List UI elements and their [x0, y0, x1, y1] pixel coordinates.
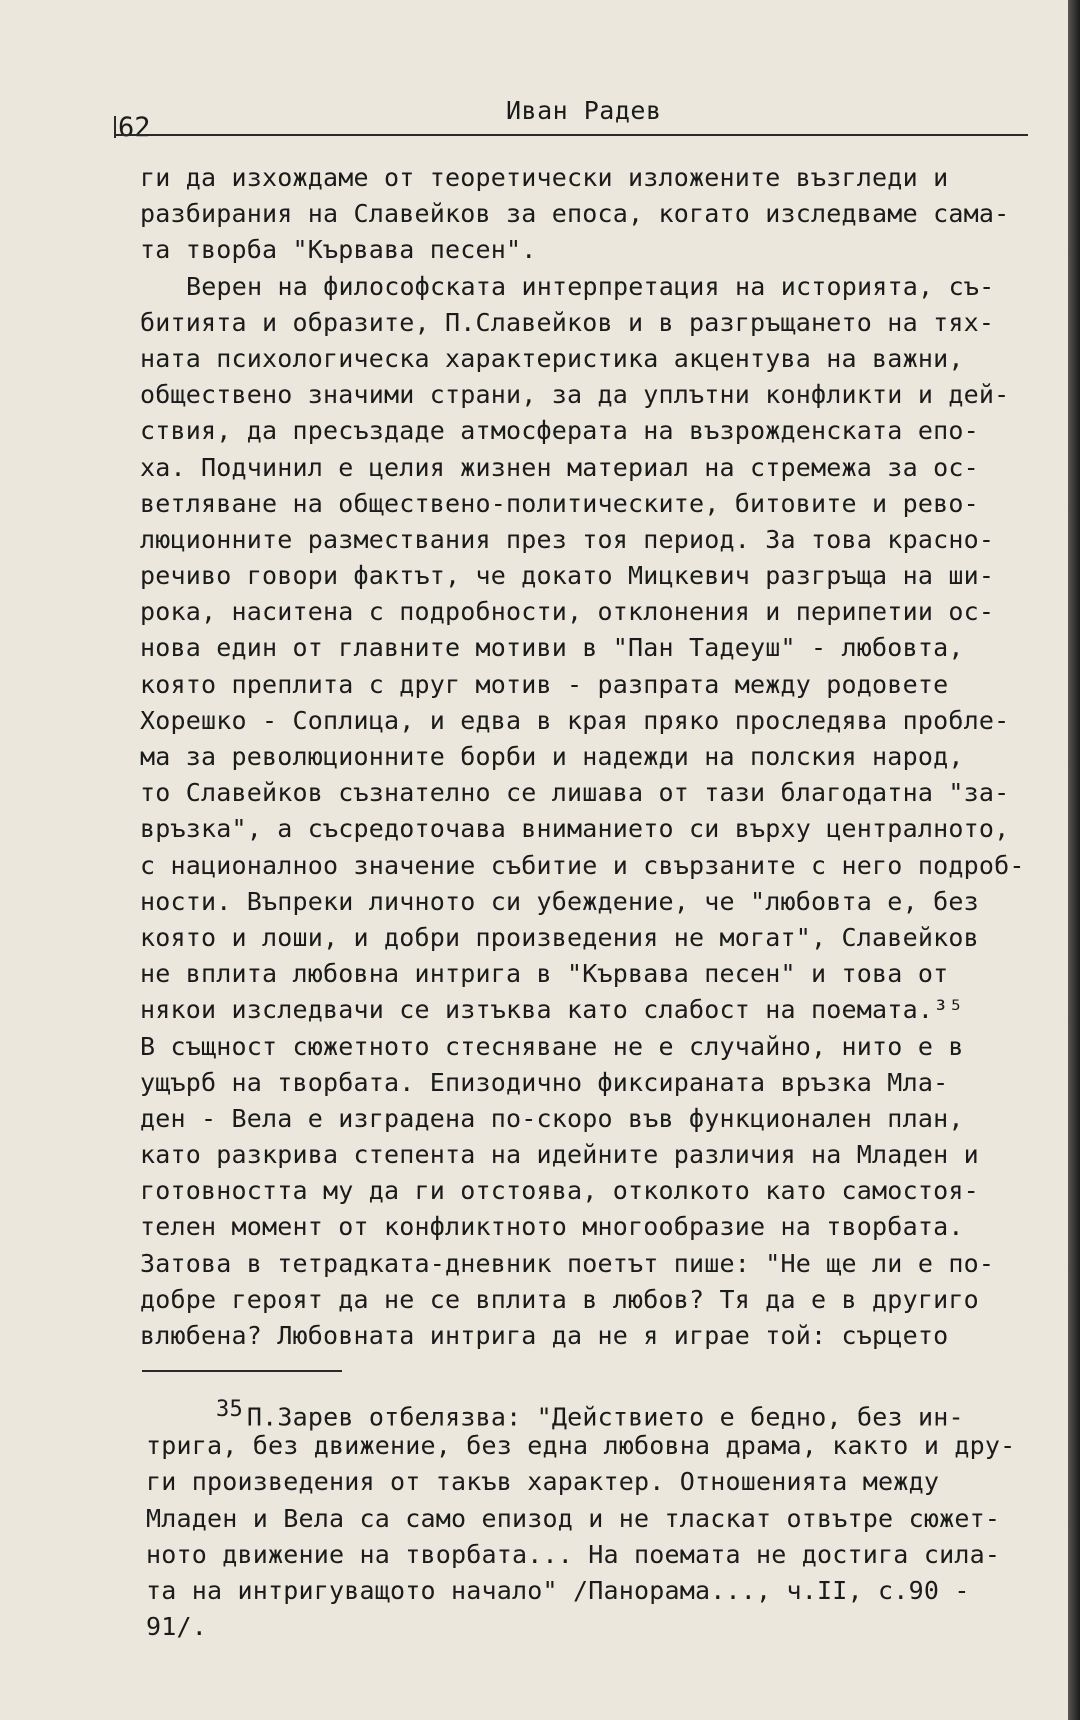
- body-line: В същност сюжетното стесняване не е случайно, нито е в: [140, 1031, 964, 1061]
- footnote-rule: [142, 1370, 342, 1372]
- body-line: ма за революционните борби и надежди на полския народ,: [140, 742, 964, 771]
- footnote-line: [146, 1392, 1056, 1432]
- body-line: ствия, да пресъздаде атмосферата на възрожденската епо-: [140, 416, 979, 446]
- page-header: [114, 96, 1028, 143]
- body-line: връзка", а съсредоточава вниманието си върху централното,: [140, 814, 1010, 844]
- footnote-marker: 35: [216, 1397, 243, 1422]
- body-line: та творба "Кървава песен".: [140, 235, 537, 265]
- body-line: Хорешко - Соплица, и едва в края пряко проследява пробле-: [140, 705, 1010, 735]
- body-line: то Славейков съзнателно се лишава от тази благодатна "за-: [140, 778, 1010, 808]
- body-line: ха. Подчинил е целия жизнен материал на стремежа за ос-: [140, 452, 979, 482]
- body-line: ната психологическа характеристика акцентува на важни,: [140, 343, 964, 373]
- body-line: влюбена? Любовната интрига да не я играе той: сърцето: [140, 1321, 949, 1350]
- body-line: която и лоши, и добри произведения не могат", Славейков: [140, 922, 979, 952]
- header-rule: [114, 134, 1028, 136]
- body-line: люционните размествания през тоя период. За това красно-: [140, 524, 995, 554]
- body-line: добре героят да не се вплита в любов? Тя да е в другиго: [140, 1284, 979, 1314]
- page-edge-shadow: [1068, 0, 1080, 1720]
- body-line: не вплита любовна интрига в "Кървава песен" и това от: [140, 959, 949, 989]
- body-line: нова един от главните мотиви в "Пан Тадеуш" - любовта,: [140, 633, 964, 663]
- body-line: Верен на философската интерпретация на историята, съ-: [186, 271, 995, 301]
- body-line: като разкрива степента на идейните различия на Младен и: [140, 1140, 979, 1170]
- body-text: [140, 160, 1050, 1354]
- body-line: битията и образите, П.Славейков и в разгръщането на тях-: [140, 307, 995, 337]
- footnote-line-text: П.Зарев отбелязва: "Действието е бедно, без ин-: [246, 1402, 964, 1432]
- body-line: обществено значими страни, за да уплътни конфликти и дей-: [140, 380, 1010, 410]
- body-line: готовността му да ги отстоява, отколкото като самостоя-: [140, 1176, 979, 1206]
- body-line: с националноо значение събитие и свързаните с него подроб-: [140, 850, 1025, 880]
- footnote-line: Младен и Вела са само епизод и не тласкат отвътре сюжет-: [146, 1503, 1001, 1533]
- body-line: речиво говори фактът, че докато Мицкевич разгръща на ши-: [140, 561, 995, 591]
- body-line: която преплита с друг мотив - разпрата между родовете: [140, 669, 949, 699]
- footnote-line: трига, без движение, без една любовна драма, както и дру-: [146, 1431, 1016, 1461]
- body-line: Затова в тетрадката-дневник поетът пише: "Не ще ли е по-: [140, 1248, 995, 1278]
- footnote: [146, 1392, 1056, 1645]
- body-line: телен момент от конфликтното многообразие на творбата.: [140, 1212, 964, 1242]
- footnote-line: ното движение на творбата... На поемата не достига сила-: [146, 1539, 1001, 1569]
- body-line: ден - Вела е изградена по-скоро във функционален план,: [140, 1103, 964, 1133]
- body-line: ветляване на обществено-политическите, битовите и рево-: [140, 488, 979, 518]
- running-head: Иван Радев: [506, 96, 662, 125]
- body-line: разбирания на Славейков за епоса, когато изследваме сама-: [140, 199, 1010, 229]
- body-line: рока, наситена с подробности, отклонения и перипетии ос-: [140, 597, 995, 627]
- footnote-line: ги произведения от такъв характер. Отношенията между: [146, 1467, 940, 1497]
- footnote-line: 91/.: [146, 1612, 208, 1642]
- body-line: ущърб на творбата. Епизодично фиксираната връзка Мла-: [140, 1067, 949, 1097]
- footnote-line: та на интригуващото начало" /Панорама..., ч.II, с.90 -: [146, 1575, 970, 1605]
- body-line: ности. Въпреки личното си убеждение, че "любовта е, без: [140, 886, 979, 916]
- body-line: ги да изхождаме от теоретически изложените възгледи и: [140, 163, 949, 192]
- body-line: някои изследвачи се изтъква като слабост на поемата.³⁵: [140, 995, 964, 1025]
- page-number: 62: [118, 112, 151, 143]
